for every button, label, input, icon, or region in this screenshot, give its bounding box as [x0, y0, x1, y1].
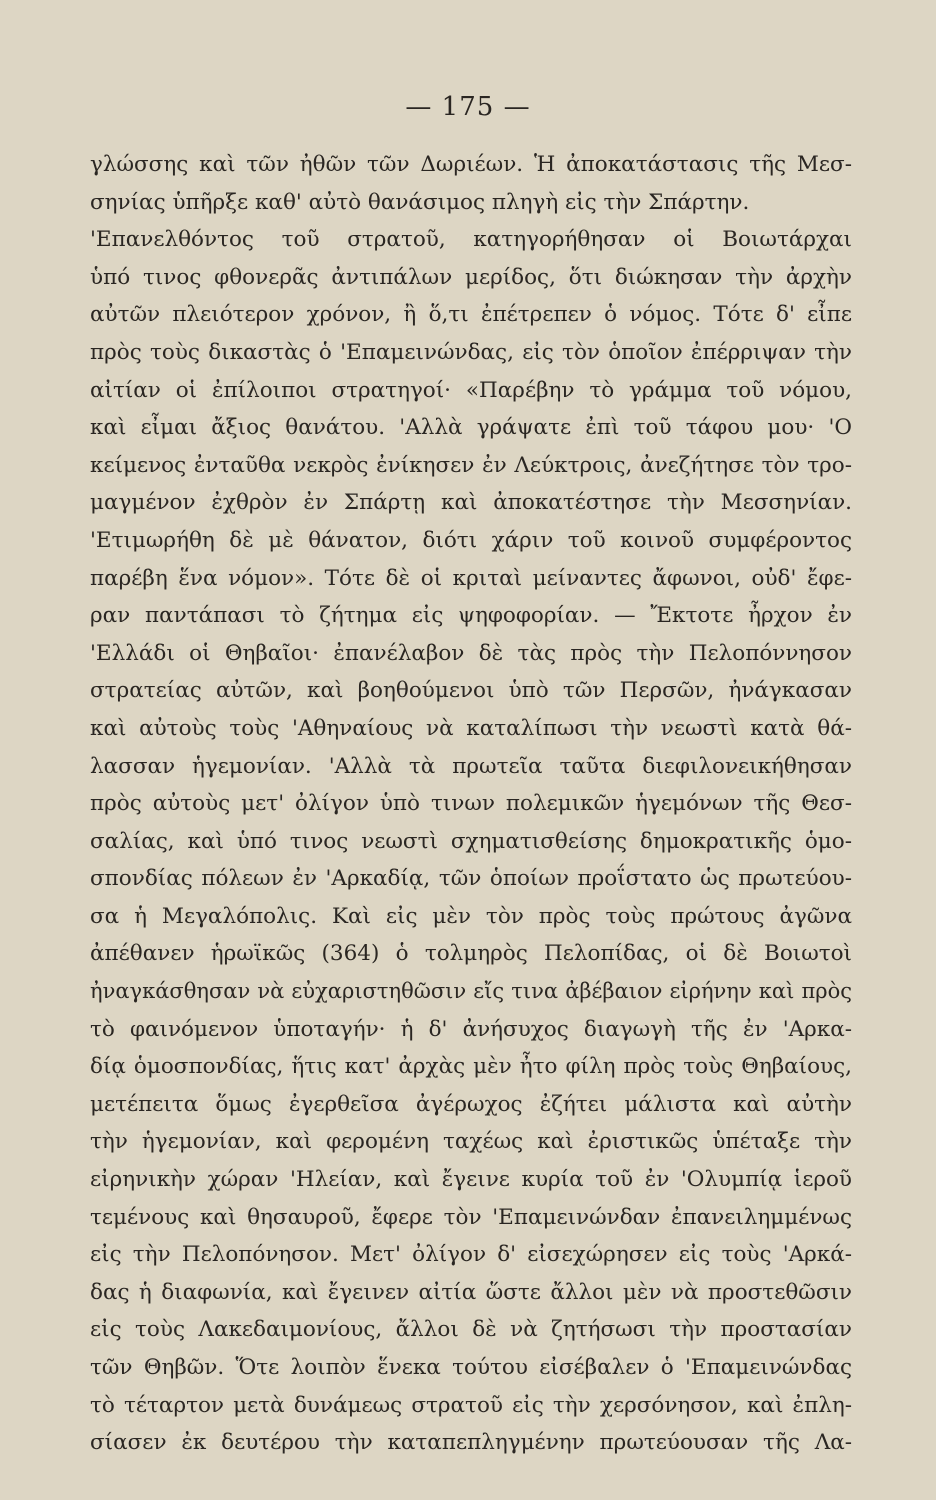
text-line: μαγμένον ἐχθρὸν ἐν Σπάρτῃ καὶ ἀποκατέστησε τὴν Μεσσηνίαν.: [90, 490, 852, 516]
text-line: κείμενος ἐνταῦθα νεκρὸς ἐνίκησεν ἐν Λεύκτροις, ἀνεζήτησε τὸν τρο-: [90, 452, 852, 478]
text-line: σα ἡ Μεγαλόπολις. Καὶ εἰς μὲν τὸν πρὸς τοὺς πρώτους ἀγῶνα: [90, 903, 852, 929]
text-line: καὶ αὐτοὺς τοὺς 'Αθηναίους νὰ καταλίπωσι τὴν νεωστὶ κατὰ θά-: [90, 715, 852, 741]
text-line: παρέβη ἕνα νόμον». Τότε δὲ οἱ κριταὶ μείναντες ἄφωνοι, οὐδ' ἔφε-: [90, 565, 852, 591]
text-line: 'Επανελθόντος τοῦ στρατοῦ, κατηγορήθησαν οἱ Βοιωτάρχαι: [90, 227, 852, 253]
text-line: σίασεν ἐκ δευτέρου τὴν καταπεπληγμένην πρωτεύουσαν τῆς Λα-: [90, 1430, 852, 1456]
text-line: τὸ τέταρτον μετὰ δυνάμεως στρατοῦ εἰς τὴν χερσόνησον, καὶ ἐπλη-: [90, 1392, 852, 1418]
text-line: τῶν Θηβῶν. Ὅτε λοιπὸν ἕνεκα τούτου εἰσέβαλεν ὁ 'Επαμεινώνδας: [90, 1355, 852, 1380]
text-line: στρατείας αὐτῶν, καὶ βοηθούμενοι ὑπὸ τῶν Περσῶν, ἠνάγκασαν: [90, 678, 852, 704]
text-line: εἰρηνικὴν χώραν 'Ηλείαν, καὶ ἔγεινε κυρία τοῦ ἐν 'Ολυμπίᾳ ἱεροῦ: [90, 1167, 852, 1193]
text-line: ὑπό τινος φθονερᾶς ἀντιπάλων μερίδος, ὅτι διώκησαν τὴν ἀρχὴν: [90, 264, 852, 290]
text-line: γλώσσης καὶ τῶν ἠθῶν τῶν Δωριέων. Ἡ ἀποκατάστασις τῆς Μεσ-: [90, 152, 852, 177]
text-line: 'Ετιμωρήθη δὲ μὲ θάνατον, διότι χάριν τοῦ κοινοῦ συμφέροντος: [90, 527, 852, 553]
text-line: δας ἡ διαφωνία, καὶ ἔγεινεν αἰτία ὥστε ἄλλοι μὲν νὰ προστεθῶσιν: [90, 1279, 852, 1305]
text-line: ραν παντάπασι τὸ ζήτημα εἰς ψηφοφορίαν. — Ἔκτοτε ἦρχον ἐν: [90, 603, 852, 629]
text-line: σαλίας, καὶ ὑπό τινος νεωστὶ σχηματισθείσης δημοκρατικῆς ὁμο-: [90, 828, 852, 854]
text-line: αὐτῶν πλειότερον χρόνον, ἢ ὅ,τι ἐπέτρεπεν ὁ νόμος. Τότε δ' εἶπε: [90, 302, 852, 328]
text-line: πρὸς τοὺς δικαστὰς ὁ 'Επαμεινώνδας, εἰς τὸν ὁποῖον ἐπέρριψαν τὴν: [90, 339, 852, 365]
text-line: δίᾳ ὁμοσπονδίας, ἥτις κατ' ἀρχὰς μὲν ἦτο φίλη πρὸς τοὺς Θηβαίους,: [90, 1054, 852, 1080]
text-line: εἰς τοὺς Λακεδαιμονίους, ἄλλοι δὲ νὰ ζητήσωσι τὴν προστασίαν: [90, 1317, 852, 1343]
text-line: τὴν ἡγεμονίαν, καὶ φερομένη ταχέως καὶ ἐριστικῶς ὑπέταξε τὴν: [90, 1129, 852, 1155]
text-line: ἠναγκάσθησαν νὰ εὐχαριστηθῶσιν εἴς τινα ἀβέβαιον εἰρήνην καὶ πρὸς: [90, 979, 852, 1004]
text-line: εἰς τὴν Πελοπόνησον. Μετ' ὀλίγον δ' εἰσεχώρησεν εἰς τοὺς 'Αρκά-: [90, 1242, 852, 1268]
text-line: σπονδίας πόλεων ἐν 'Αρκαδίᾳ, τῶν ὁποίων προΐστατο ὡς πρωτεύου-: [90, 866, 852, 892]
text-line: ἀπέθανεν ἡρωϊκῶς (364) ὁ τολμηρὸς Πελοπίδας, οἱ δὲ Βοιωτοὶ: [90, 941, 852, 967]
text-line: αἰτίαν οἱ ἐπίλοιποι στρατηγοί· «Παρέβην τὸ γράμμα τοῦ νόμου,: [90, 377, 852, 403]
text-line: τεμένους καὶ θησαυροῦ, ἔφερε τὸν 'Επαμεινώνδαν ἐπανειλημμένως: [90, 1204, 852, 1230]
text-line: 'Ελλάδι οἱ Θηβαῖοι· ἐπανέλαβον δὲ τὰς πρὸς τὴν Πελοπόννησον: [90, 640, 852, 666]
text-line: πρὸς αὐτοὺς μετ' ὀλίγον ὑπὸ τινων πολεμικῶν ἡγεμόνων τῆς Θεσ-: [90, 791, 852, 817]
text-line: λασσαν ἡγεμονίαν. 'Αλλὰ τὰ πρωτεῖα ταῦτα διεφιλονεικήθησαν: [90, 753, 852, 779]
text-line: καὶ εἶμαι ἄξιος θανάτου. 'Αλλὰ γράψατε ἐπὶ τοῦ τάφου μου· 'Ο: [90, 415, 852, 441]
text-line: τὸ φαινόμενον ὑποταγήν· ἡ δ' ἀνήσυχος διαγωγὴ τῆς ἐν 'Αρκα-: [90, 1016, 852, 1042]
page-number: — 175 —: [405, 92, 531, 122]
text-line: μετέπειτα ὅμως ἐγερθεῖσα ἀγέρωχος ἐζήτει μάλιστα καὶ αὐτὴν: [90, 1091, 852, 1117]
text-line: σηνίας ὑπῆρξε καθ' αὐτὸ θανάσιμος πληγὴ εἰς τὴν Σπάρτην.: [90, 189, 750, 215]
body-text: [90, 146, 852, 1462]
